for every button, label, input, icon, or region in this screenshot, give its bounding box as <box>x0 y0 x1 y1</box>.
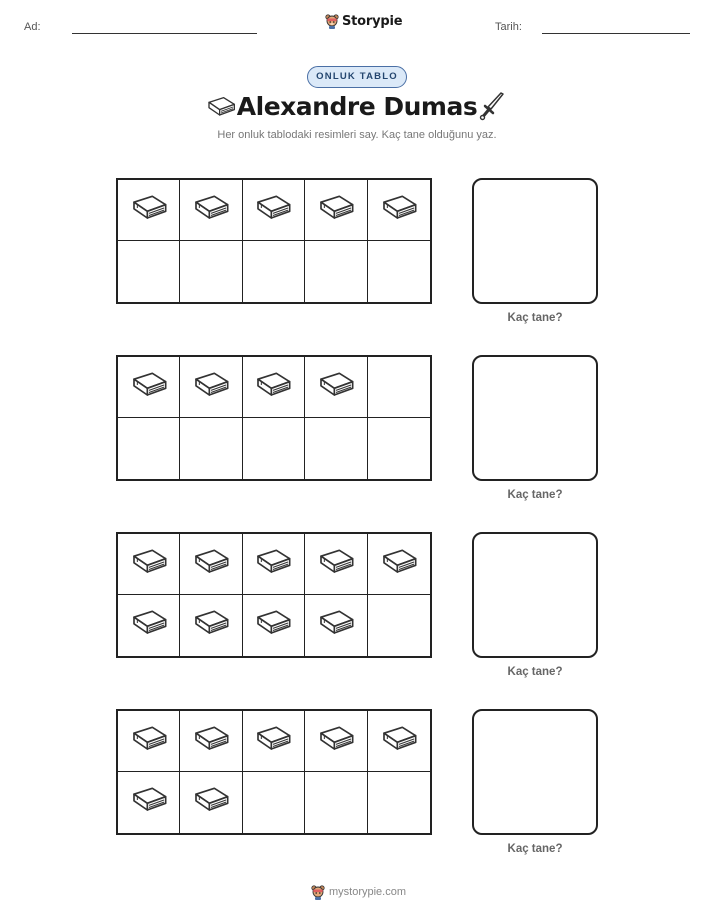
ten-frame <box>116 532 432 658</box>
ten-frame-cell <box>305 711 367 772</box>
book-icon <box>129 784 169 821</box>
ten-frame-cell <box>180 534 242 595</box>
ten-frame-cell <box>368 241 430 302</box>
answer-box[interactable] <box>472 709 598 835</box>
answer-box[interactable] <box>472 355 598 481</box>
bear-mascot-icon <box>325 13 339 29</box>
ten-frame-cell <box>243 418 305 479</box>
brand-name: Storypie <box>342 13 403 29</box>
instructions: Her onluk tablodaki resimleri say. Kaç tane olduğunu yaz. <box>217 129 497 141</box>
book-icon <box>129 192 169 229</box>
book-icon <box>191 784 231 821</box>
page-title: Alexandre Dumas <box>236 92 478 121</box>
sword-icon <box>479 92 507 127</box>
date-line[interactable] <box>542 33 690 34</box>
book-icon <box>379 546 419 583</box>
ten-frame <box>116 709 432 835</box>
ten-frame <box>116 355 432 481</box>
worksheet-type-badge: ONLUK TABLO <box>307 66 407 88</box>
book-icon <box>379 723 419 760</box>
ten-frame-cell <box>118 418 180 479</box>
answer-prompt: Kaç tane? <box>507 489 563 501</box>
answer-prompt: Kaç tane? <box>507 843 563 855</box>
answer-prompt: Kaç tane? <box>507 666 563 678</box>
ten-frame-cell <box>243 180 305 241</box>
book-icon <box>316 723 356 760</box>
ten-frame-cell <box>243 772 305 833</box>
footer <box>311 884 406 900</box>
book-icon <box>316 546 356 583</box>
ten-frame-cell <box>305 418 367 479</box>
ten-frame-cell <box>180 595 242 656</box>
ten-frame-cell <box>305 772 367 833</box>
ten-frame-cell <box>368 180 430 241</box>
book-icon <box>253 192 293 229</box>
ten-frame-cell <box>118 772 180 833</box>
ten-frame-cell <box>118 534 180 595</box>
ten-frame-cell <box>118 595 180 656</box>
book-icon <box>191 546 231 583</box>
ten-frame-cell <box>243 595 305 656</box>
ten-frame-cell <box>180 772 242 833</box>
ten-frame-cell <box>243 241 305 302</box>
book-icon <box>253 607 293 644</box>
bear-mascot-icon <box>311 884 325 900</box>
ten-frame-cell <box>243 534 305 595</box>
ten-frame-cell <box>180 711 242 772</box>
ten-frame-cell <box>368 595 430 656</box>
ten-frame-cell <box>180 241 242 302</box>
ten-frame-cell <box>305 241 367 302</box>
ten-frame-cell <box>368 711 430 772</box>
book-icon <box>191 369 231 406</box>
ten-frame-cell <box>118 357 180 418</box>
ten-frame-cell <box>243 711 305 772</box>
ten-frame-cell <box>368 418 430 479</box>
answer-box[interactable] <box>472 532 598 658</box>
book-icon <box>253 546 293 583</box>
name-line[interactable] <box>72 33 257 34</box>
book-icon <box>129 369 169 406</box>
book-icon <box>316 369 356 406</box>
book-icon <box>129 546 169 583</box>
book-icon <box>316 192 356 229</box>
date-label: Tarih: <box>495 21 522 33</box>
ten-frame-cell <box>368 534 430 595</box>
ten-frame-cell <box>305 357 367 418</box>
footer-url: mystorypie.com <box>329 886 407 898</box>
ten-frame-cell <box>368 772 430 833</box>
ten-frame-cell <box>180 180 242 241</box>
brand-logo <box>325 13 402 29</box>
answer-prompt: Kaç tane? <box>507 312 563 324</box>
ten-frame-cell <box>305 180 367 241</box>
ten-frame-cell <box>118 241 180 302</box>
book-icon <box>379 192 419 229</box>
name-label: Ad: <box>24 21 41 33</box>
book-icon <box>316 607 356 644</box>
ten-frame-cell <box>368 357 430 418</box>
ten-frame <box>116 178 432 304</box>
book-icon <box>129 723 169 760</box>
ten-frame-cell <box>180 418 242 479</box>
ten-frame-cell <box>243 357 305 418</box>
book-icon <box>253 369 293 406</box>
book-icon <box>191 607 231 644</box>
ten-frame-cell <box>305 534 367 595</box>
book-icon <box>191 192 231 229</box>
answer-box[interactable] <box>472 178 598 304</box>
book-icon <box>191 723 231 760</box>
ten-frame-cell <box>305 595 367 656</box>
ten-frame-cell <box>118 180 180 241</box>
book-icon <box>129 607 169 644</box>
ten-frame-cell <box>180 357 242 418</box>
ten-frame-cell <box>118 711 180 772</box>
book-icon <box>253 723 293 760</box>
